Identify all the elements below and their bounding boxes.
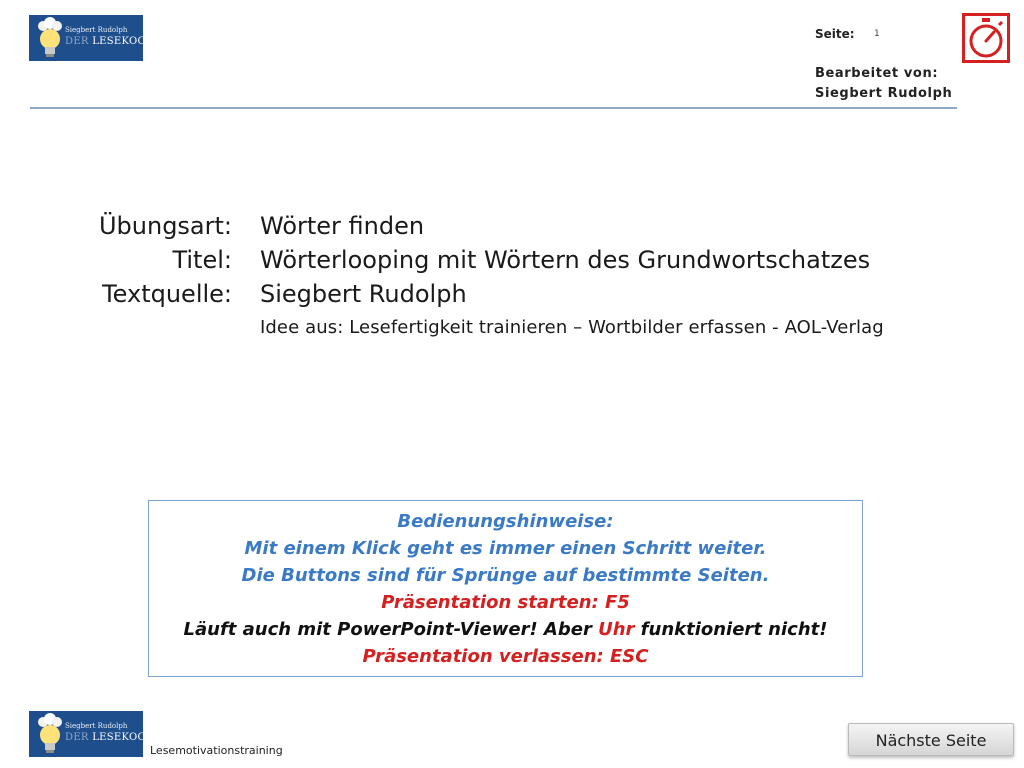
- info-label-title: Titel:: [172, 246, 232, 274]
- instructions-line-exit: Präsentation verlassen: ESC: [362, 646, 649, 667]
- lightbulb-chef-icon: [33, 714, 67, 754]
- logo-footer: [29, 711, 155, 757]
- instructions-box: [148, 500, 863, 677]
- next-page-button[interactable]: Nächste Seite: [848, 723, 1014, 756]
- logo-author: Siegbert Rudolph: [65, 722, 128, 730]
- logo-header: [29, 15, 155, 61]
- instructions-line-viewer: Läuft auch mit PowerPoint-Viewer! Aber Uhr funktioniert nicht!: [183, 619, 828, 640]
- logo-title: DER LESEKOCH: [65, 732, 155, 743]
- logo-author: Siegbert Rudolph: [65, 26, 128, 34]
- logo-title: DER LESEKOCH: [65, 36, 155, 47]
- info-value-title: Wörterlooping mit Wörtern des Grundwortschatzes: [260, 246, 871, 274]
- instructions-line-start: Präsentation starten: F5: [381, 592, 630, 613]
- header-divider: [30, 107, 957, 109]
- footer-label: Lesemotivationstraining: [150, 744, 283, 757]
- lightbulb-chef-icon: [33, 18, 67, 58]
- info-value-exercise-type: Wörter finden: [260, 212, 425, 240]
- info-source-note: Idee aus: Lesefertigkeit trainieren – Wortbilder erfassen - AOL-Verlag: [260, 317, 884, 338]
- editor-name: Siegbert Rudolph: [815, 86, 953, 101]
- info-label-exercise-type: Übungsart:: [98, 212, 232, 240]
- instructions-heading: Bedienungshinweise:: [397, 511, 614, 532]
- instructions-line-click: Mit einem Klick geht es immer einen Schritt weiter.: [244, 538, 767, 559]
- instructions-line-buttons: Die Buttons sind für Sprünge auf bestimmte Seiten.: [241, 565, 770, 586]
- stopwatch-icon[interactable]: [962, 13, 1010, 63]
- info-value-source: Siegbert Rudolph: [260, 280, 467, 308]
- page-label: Seite:: [815, 27, 855, 41]
- page-number: 1: [874, 29, 880, 39]
- editor-label: Bearbeitet von:: [815, 66, 939, 81]
- info-label-source: Textquelle:: [102, 280, 232, 308]
